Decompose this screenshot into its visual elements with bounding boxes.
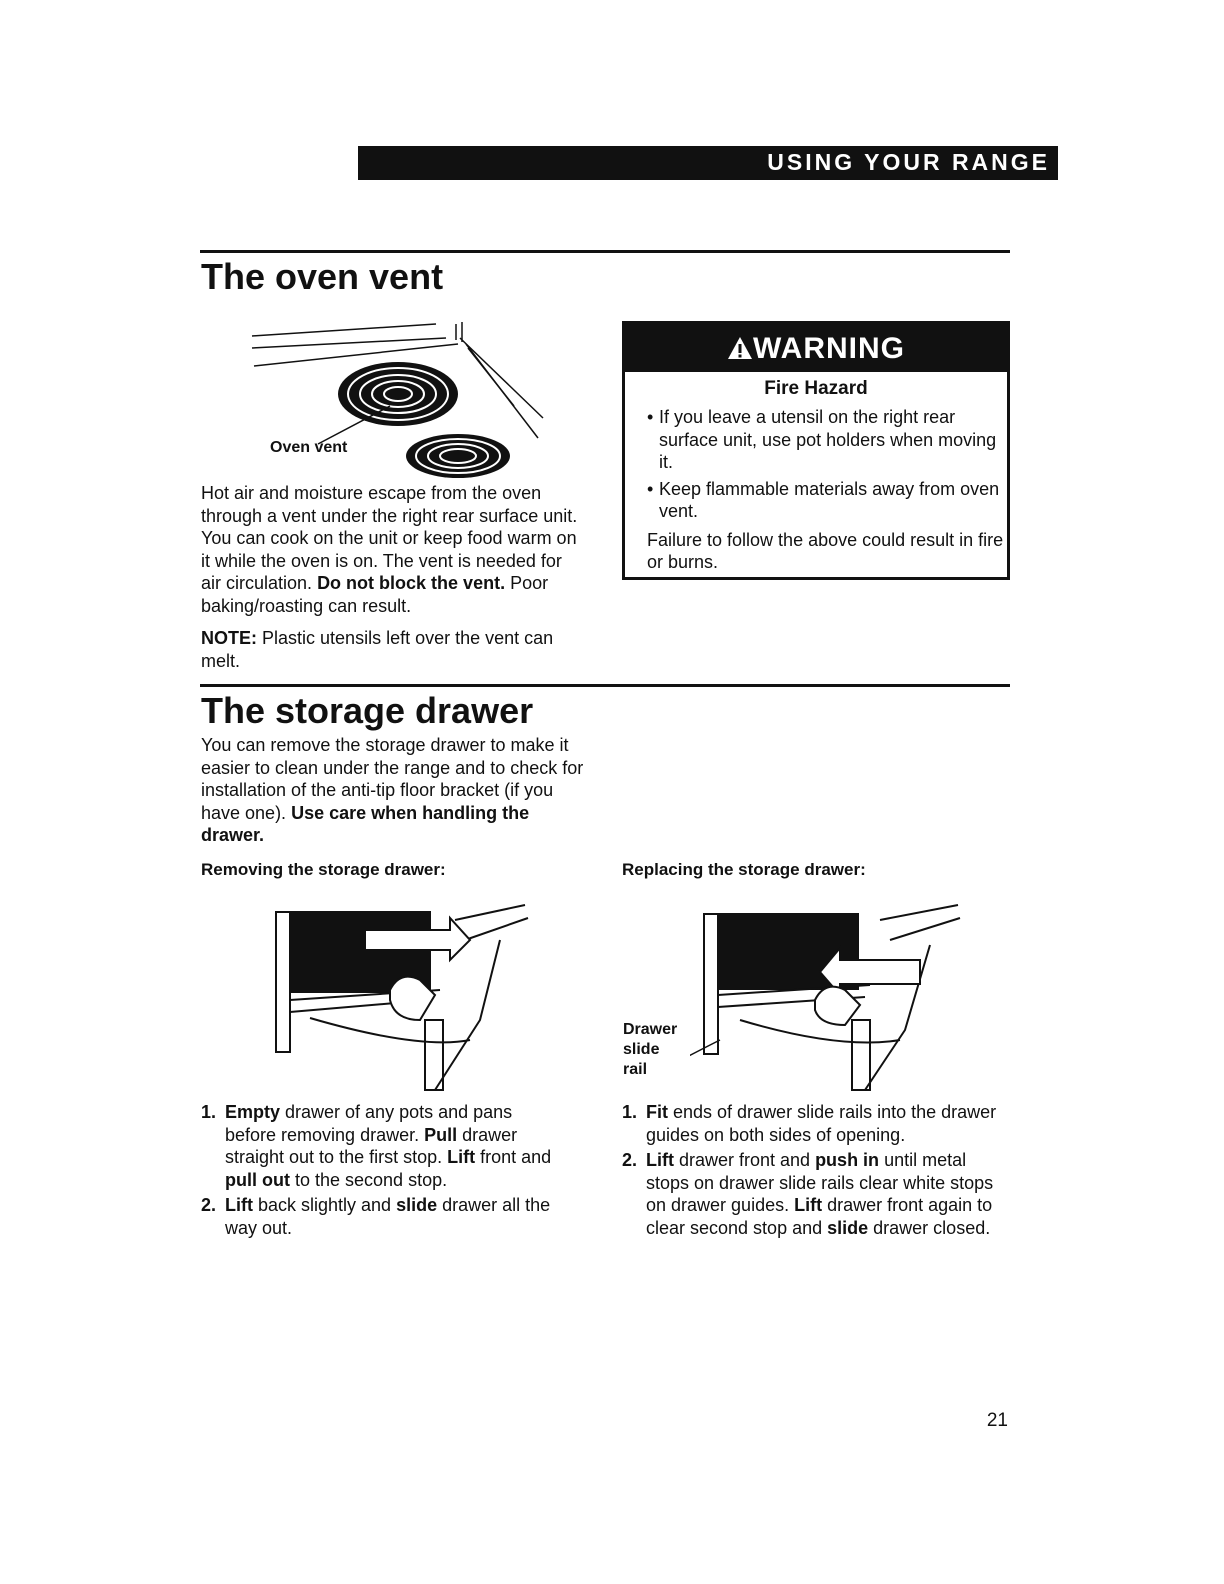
step-text: drawer front again to clear second stop and (646, 1195, 993, 1238)
warning-bullets (625, 406, 1007, 523)
warning-title: WARNING (753, 332, 905, 365)
step-text: back slightly and (252, 1195, 397, 1215)
step-text: to the second stop. (289, 1169, 448, 1190)
section-header-bar (358, 146, 1058, 180)
step-emphasis: Lift (225, 1195, 253, 1215)
warning-footer: Failure to follow the above could result in fire or burns. (647, 529, 1004, 572)
note-text: Plastic utensils left over the vent can melt. (201, 628, 554, 671)
step-emphasis: slide (396, 1195, 438, 1215)
warning-bullet: • If you leave a utensil on the right rear surface unit, use pot holders when moving it. (647, 406, 1007, 474)
step-item (622, 1101, 1007, 1146)
drawer-slide-rail-label (623, 1020, 677, 1080)
storage-drawer-title: The storage drawer (201, 690, 534, 731)
oven-vent-para: Hot air and moisture escape from the oven through a vent under the right rear surface unit. You can cook on the unit or keep food warm on it while the oven is on. The vent is needed for air circulation. (201, 483, 578, 593)
section-header-title: USING YOUR RANGE (767, 149, 1050, 175)
step-emphasis: Fit (646, 1102, 668, 1122)
step-item (201, 1194, 561, 1239)
step-text: front and (475, 1147, 552, 1167)
step-emphasis: slide (827, 1217, 869, 1238)
caption-line: Drawer (623, 1021, 678, 1038)
step-text: drawer all the way out. (225, 1195, 551, 1238)
removing-drawer-illustration (270, 900, 540, 1095)
oven-vent-rule (200, 250, 1010, 253)
oven-vent-para-bold: Do not block the vent. (317, 573, 506, 593)
step-number: 2. (201, 1195, 217, 1215)
step-number: 1. (201, 1102, 217, 1122)
step-emphasis: Lift (646, 1150, 674, 1170)
step-text: drawer closed. (868, 1217, 991, 1238)
step-text: ends of drawer slide rails into the drawer guides on both sides of opening. (646, 1102, 997, 1145)
oven-vent-title: The oven vent (201, 256, 444, 297)
step-text: drawer of any pots and pans before removing drawer. (225, 1102, 513, 1145)
oven-vent-para-tail: Poor baking/roasting can result. (201, 573, 549, 616)
step-text: drawer front and (673, 1150, 816, 1170)
storage-drawer-intro (201, 734, 591, 847)
warning-triangle-icon (727, 336, 753, 360)
step-item (622, 1149, 1007, 1239)
step-text: drawer straight out to the first stop. (225, 1124, 518, 1167)
caption-line: rail (623, 1061, 648, 1078)
step-emphasis: Lift (794, 1195, 823, 1215)
step-emphasis: Pull (424, 1124, 458, 1145)
step-emphasis: pull out (225, 1169, 290, 1190)
step-item (201, 1101, 561, 1191)
storage-drawer-rule (200, 684, 1010, 687)
removing-heading: Removing the storage drawer: (201, 860, 446, 879)
step-text: until metal stops on drawer slide rails clear white stops on drawer guides. (646, 1150, 994, 1215)
replacing-drawer-illustration (690, 900, 965, 1095)
caption-line: slide (623, 1041, 660, 1058)
oven-vent-description (201, 482, 586, 672)
warning-subtitle: Fire Hazard (764, 378, 868, 399)
note-label: NOTE: (201, 628, 257, 648)
rear-burner-icon (338, 362, 458, 426)
step-emphasis: Lift (447, 1147, 476, 1167)
warning-bullet: • Keep flammable materials away from oven vent. (647, 478, 1007, 523)
step-number: 2. (622, 1150, 638, 1170)
warning-header (625, 324, 1007, 372)
removing-steps (201, 1101, 561, 1242)
storage-drawer-intro-bold: Use care when handling the drawer. (201, 802, 530, 845)
step-emphasis: push in (815, 1150, 880, 1170)
replacing-steps (622, 1101, 1007, 1242)
replacing-heading: Replacing the storage drawer: (622, 860, 866, 879)
oven-vent-label: Oven vent (270, 439, 348, 456)
step-number: 1. (622, 1102, 638, 1122)
storage-drawer-intro-text: You can remove the storage drawer to make it easier to clean under the range and to check for installation of the anti-tip floor bracket (if you have one). (201, 735, 584, 823)
front-burner-icon (406, 434, 510, 478)
warning-box (622, 321, 1010, 580)
page-number: 21 (986, 1410, 1008, 1431)
step-emphasis: Empty (225, 1102, 281, 1122)
